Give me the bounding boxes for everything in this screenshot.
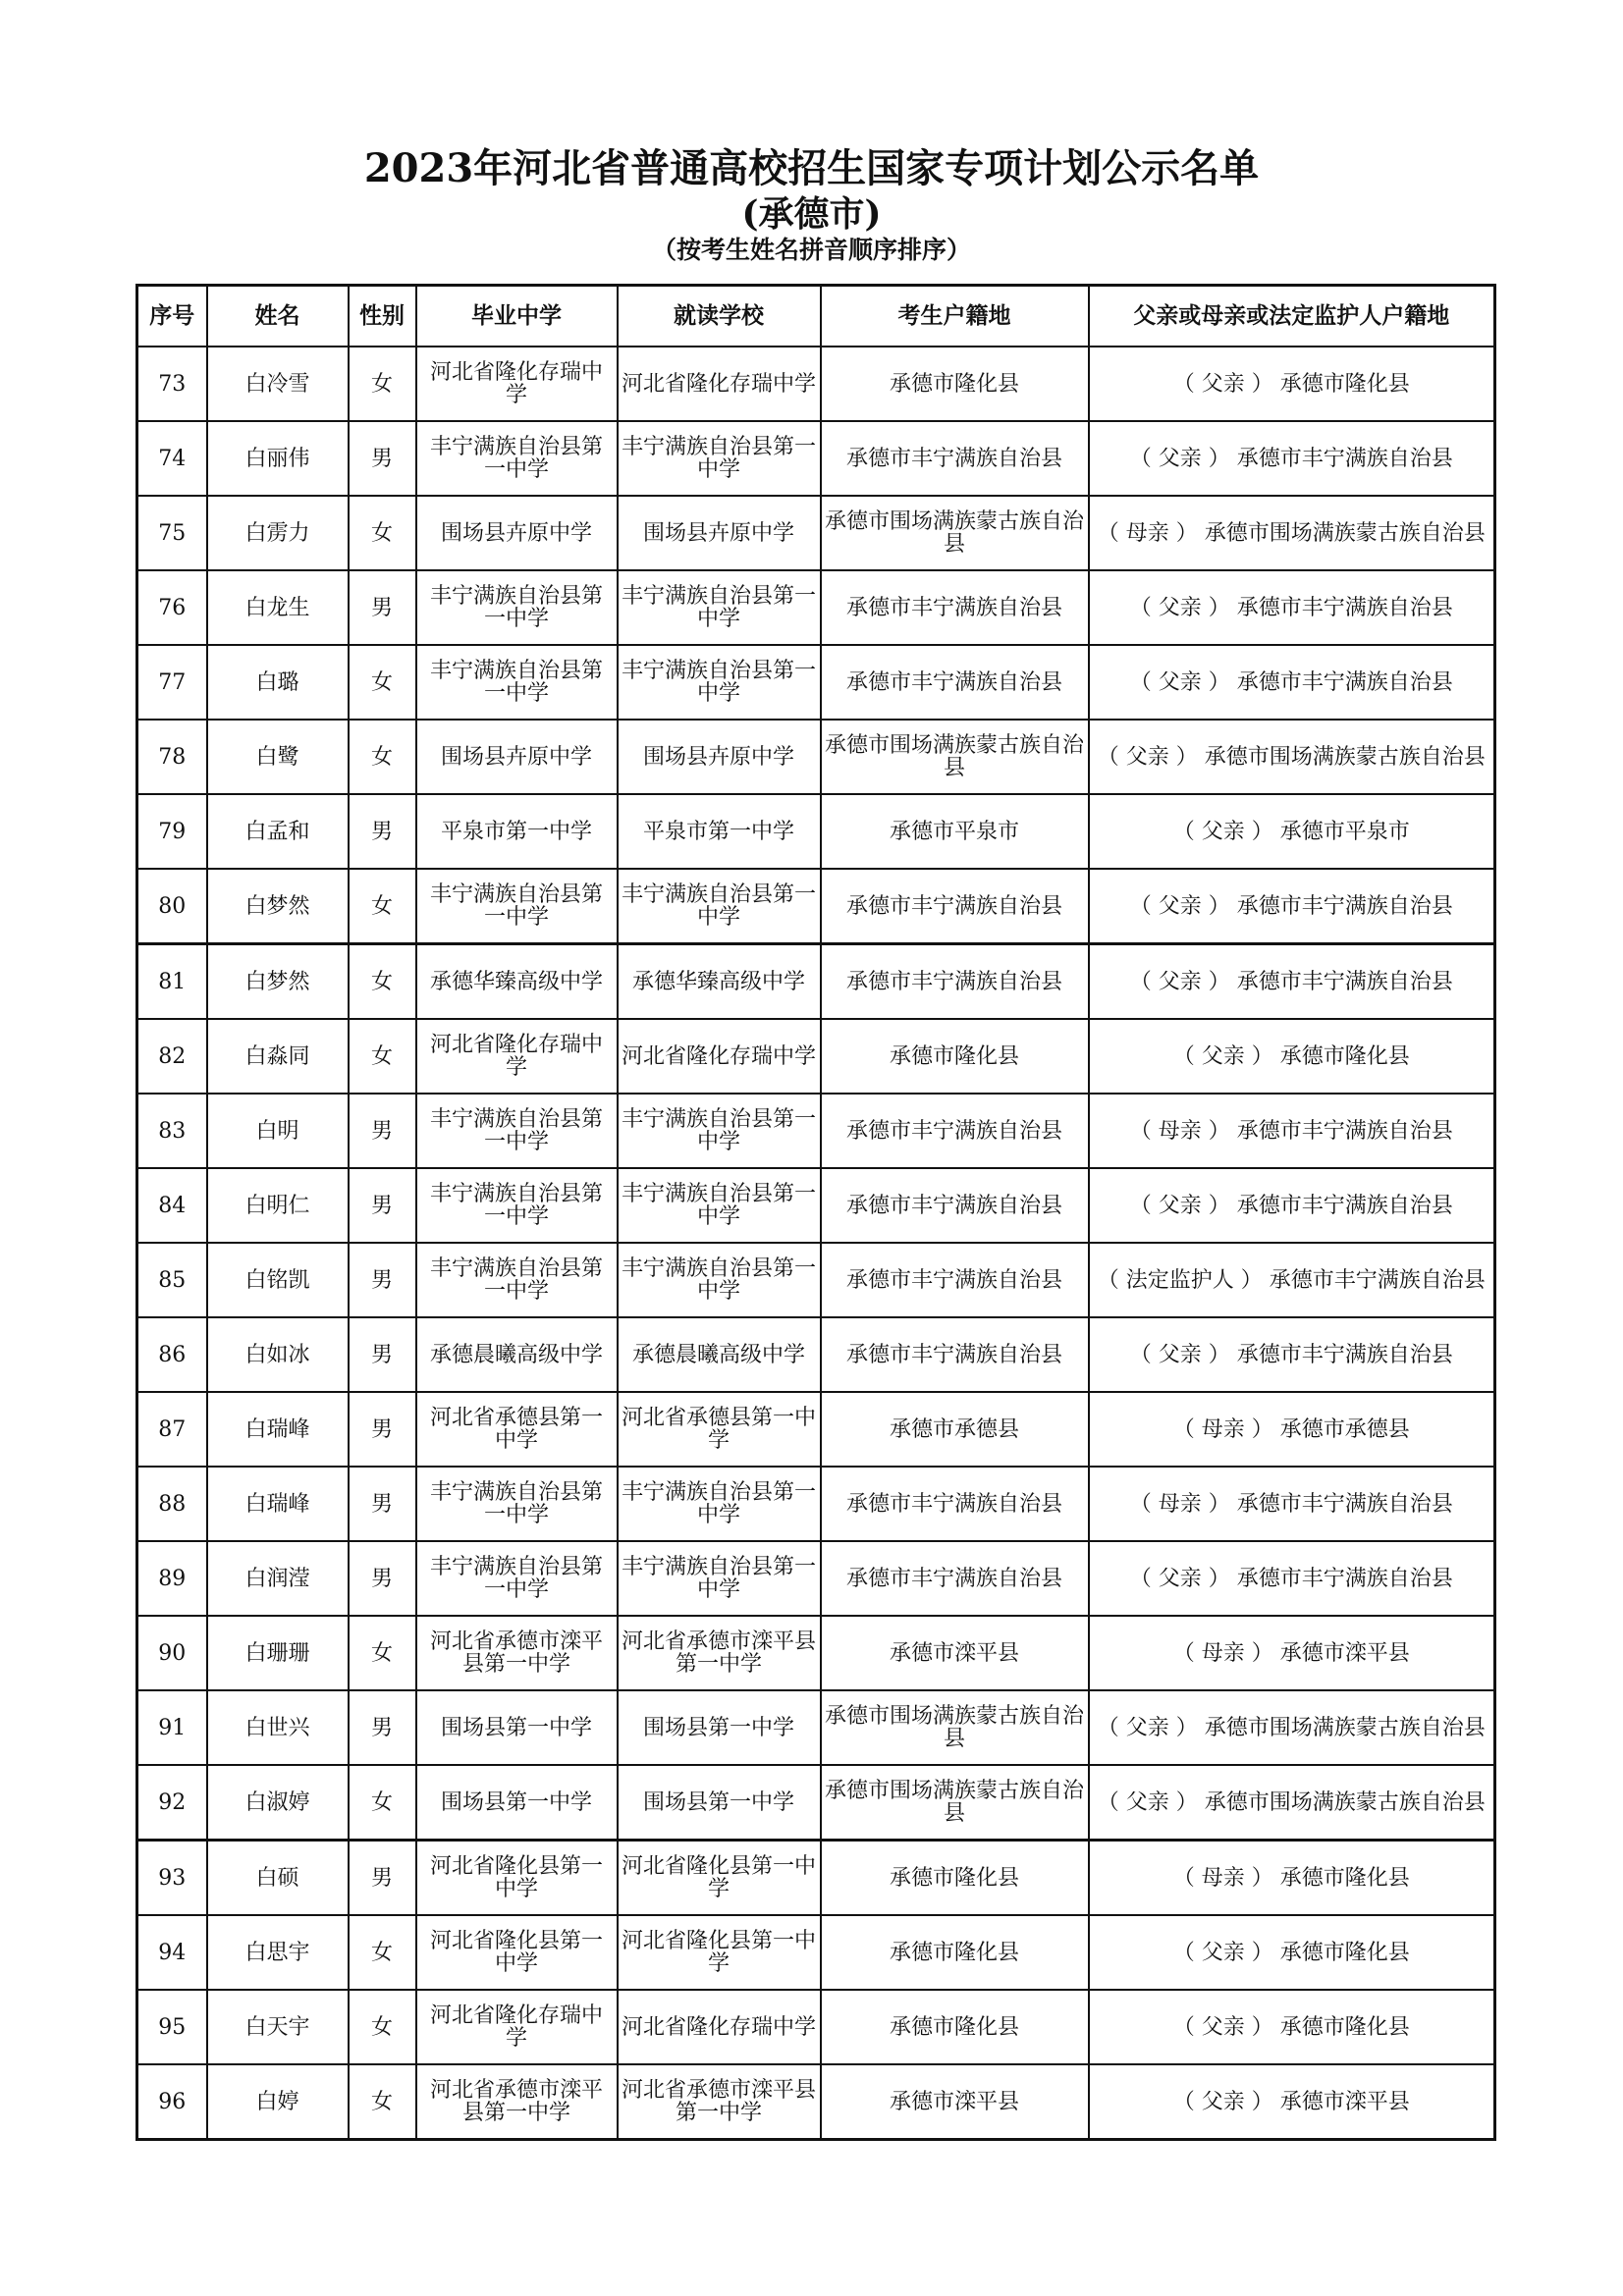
header-graduated-school: 毕业中学 xyxy=(416,286,618,347)
student-hukou-cell: 承德市滦平县 xyxy=(821,1616,1089,1690)
guardian-hukou-cell: （ 母亲 ） 承德市丰宁满族自治县 xyxy=(1089,1467,1495,1541)
graduated-school-cell: 围场县卉原中学 xyxy=(416,496,618,570)
guardian-hukou-cell: （ 父亲 ） 承德市围场满族蒙古族自治县 xyxy=(1089,1690,1495,1765)
table-row xyxy=(137,944,1495,1020)
student-hukou-cell: 承德市丰宁满族自治县 xyxy=(821,570,1089,645)
current-school-cell: 河北省隆化县第一中学 xyxy=(618,1915,821,1990)
graduated-school-cell: 丰宁满族自治县第一中学 xyxy=(416,1168,618,1243)
row-no-cell: 76 xyxy=(137,570,207,645)
table-row xyxy=(137,1019,1495,1094)
table-row xyxy=(137,869,1495,944)
gender-cell: 女 xyxy=(349,2064,416,2140)
student-hukou-cell: 承德市隆化县 xyxy=(821,347,1089,421)
guardian-hukou-cell: （ 父亲 ） 承德市围场满族蒙古族自治县 xyxy=(1089,720,1495,794)
current-school-cell: 丰宁满族自治县第一中学 xyxy=(618,1168,821,1243)
student-hukou-cell: 承德市丰宁满族自治县 xyxy=(821,1541,1089,1616)
guardian-hukou-cell: （ 母亲 ） 承德市滦平县 xyxy=(1089,1616,1495,1690)
student-hukou-cell: 承德市丰宁满族自治县 xyxy=(821,1094,1089,1168)
student-name-cell: 白璐 xyxy=(207,645,349,720)
current-school-cell: 丰宁满族自治县第一中学 xyxy=(618,1467,821,1541)
guardian-hukou-cell: （ 父亲 ） 承德市隆化县 xyxy=(1089,1915,1495,1990)
gender-cell: 男 xyxy=(349,1841,416,1916)
current-school-cell: 围场县第一中学 xyxy=(618,1690,821,1765)
guardian-hukou-cell: （ 母亲 ） 承德市承德县 xyxy=(1089,1392,1495,1467)
guardian-hukou-cell: （ 父亲 ） 承德市隆化县 xyxy=(1089,1990,1495,2064)
student-name-cell: 白丽伟 xyxy=(207,421,349,496)
student-name-cell: 白雳力 xyxy=(207,496,349,570)
gender-cell: 男 xyxy=(349,1690,416,1765)
current-school-cell: 丰宁满族自治县第一中学 xyxy=(618,645,821,720)
student-name-cell: 白瑞峰 xyxy=(207,1392,349,1467)
table-row xyxy=(137,1392,1495,1467)
table-row xyxy=(137,645,1495,720)
graduated-school-cell: 河北省隆化县第一中学 xyxy=(416,1915,618,1990)
guardian-hukou-cell: （ 父亲 ） 承德市丰宁满族自治县 xyxy=(1089,944,1495,1020)
gender-cell: 女 xyxy=(349,1990,416,2064)
current-school-cell: 丰宁满族自治县第一中学 xyxy=(618,570,821,645)
row-no-cell: 82 xyxy=(137,1019,207,1094)
table-row xyxy=(137,1168,1495,1243)
row-no-cell: 84 xyxy=(137,1168,207,1243)
row-no-cell: 90 xyxy=(137,1616,207,1690)
row-no-cell: 83 xyxy=(137,1094,207,1168)
current-school-cell: 承德华臻高级中学 xyxy=(618,944,821,1020)
graduated-school-cell: 丰宁满族自治县第一中学 xyxy=(416,1094,618,1168)
student-hukou-cell: 承德市丰宁满族自治县 xyxy=(821,1467,1089,1541)
student-name-cell: 白如冰 xyxy=(207,1317,349,1392)
gender-cell: 女 xyxy=(349,720,416,794)
current-school-cell: 丰宁满族自治县第一中学 xyxy=(618,1541,821,1616)
gender-cell: 女 xyxy=(349,1765,416,1841)
graduated-school-cell: 丰宁满族自治县第一中学 xyxy=(416,1541,618,1616)
gender-cell: 女 xyxy=(349,1915,416,1990)
student-name-cell: 白梦然 xyxy=(207,869,349,944)
guardian-hukou-cell: （ 母亲 ） 承德市围场满族蒙古族自治县 xyxy=(1089,496,1495,570)
graduated-school-cell: 丰宁满族自治县第一中学 xyxy=(416,570,618,645)
guardian-hukou-cell: （ 父亲 ） 承德市隆化县 xyxy=(1089,347,1495,421)
row-no-cell: 94 xyxy=(137,1915,207,1990)
row-no-cell: 81 xyxy=(137,944,207,1020)
table-row xyxy=(137,1243,1495,1317)
guardian-hukou-cell: （ 父亲 ） 承德市围场满族蒙古族自治县 xyxy=(1089,1765,1495,1841)
current-school-cell: 平泉市第一中学 xyxy=(618,794,821,869)
current-school-cell: 丰宁满族自治县第一中学 xyxy=(618,1243,821,1317)
header-row xyxy=(137,286,1495,347)
graduated-school-cell: 围场县第一中学 xyxy=(416,1765,618,1841)
row-no-cell: 77 xyxy=(137,645,207,720)
student-hukou-cell: 承德市丰宁满族自治县 xyxy=(821,1168,1089,1243)
student-name-cell: 白鹭 xyxy=(207,720,349,794)
row-no-cell: 91 xyxy=(137,1690,207,1765)
guardian-hukou-cell: （ 父亲 ） 承德市滦平县 xyxy=(1089,2064,1495,2140)
graduated-school-cell: 围场县卉原中学 xyxy=(416,720,618,794)
table-row xyxy=(137,1841,1495,1916)
student-name-cell: 白硕 xyxy=(207,1841,349,1916)
graduated-school-cell: 河北省承德市滦平县第一中学 xyxy=(416,2064,618,2140)
header-student-hukou: 考生户籍地 xyxy=(821,286,1089,347)
graduated-school-cell: 河北省承德市滦平县第一中学 xyxy=(416,1616,618,1690)
guardian-hukou-cell: （ 父亲 ） 承德市平泉市 xyxy=(1089,794,1495,869)
gender-cell: 男 xyxy=(349,1243,416,1317)
guardian-hukou-cell: （ 父亲 ） 承德市丰宁满族自治县 xyxy=(1089,869,1495,944)
guardian-hukou-cell: （ 法定监护人 ） 承德市丰宁满族自治县 xyxy=(1089,1243,1495,1317)
current-school-cell: 河北省隆化存瑞中学 xyxy=(618,347,821,421)
guardian-hukou-cell: （ 父亲 ） 承德市隆化县 xyxy=(1089,1019,1495,1094)
current-school-cell: 围场县卉原中学 xyxy=(618,720,821,794)
graduated-school-cell: 承德晨曦高级中学 xyxy=(416,1317,618,1392)
student-hukou-cell: 承德市丰宁满族自治县 xyxy=(821,869,1089,944)
row-no-cell: 79 xyxy=(137,794,207,869)
table-row xyxy=(137,496,1495,570)
current-school-cell: 河北省隆化存瑞中学 xyxy=(618,1990,821,2064)
row-no-cell: 74 xyxy=(137,421,207,496)
gender-cell: 男 xyxy=(349,570,416,645)
graduated-school-cell: 承德华臻高级中学 xyxy=(416,944,618,1020)
graduated-school-cell: 丰宁满族自治县第一中学 xyxy=(416,1243,618,1317)
student-name-cell: 白淼同 xyxy=(207,1019,349,1094)
current-school-cell: 河北省承德市滦平县第一中学 xyxy=(618,1616,821,1690)
student-hukou-cell: 承德市隆化县 xyxy=(821,1841,1089,1916)
current-school-cell: 河北省隆化存瑞中学 xyxy=(618,1019,821,1094)
sort-note: （按考生姓名拼音顺序排序） xyxy=(651,236,971,264)
row-no-cell: 73 xyxy=(137,347,207,421)
graduated-school-cell: 丰宁满族自治县第一中学 xyxy=(416,421,618,496)
guardian-hukou-cell: （ 父亲 ） 承德市丰宁满族自治县 xyxy=(1089,1317,1495,1392)
current-school-cell: 围场县第一中学 xyxy=(618,1765,821,1841)
student-hukou-cell: 承德市丰宁满族自治县 xyxy=(821,645,1089,720)
graduated-school-cell: 河北省承德县第一中学 xyxy=(416,1392,618,1467)
gender-cell: 女 xyxy=(349,1616,416,1690)
gender-cell: 男 xyxy=(349,1317,416,1392)
table-row xyxy=(137,347,1495,421)
header-current-school: 就读学校 xyxy=(618,286,821,347)
gender-cell: 男 xyxy=(349,1392,416,1467)
table-row xyxy=(137,421,1495,496)
table-row xyxy=(137,570,1495,645)
header-gender: 性别 xyxy=(349,286,416,347)
table-row xyxy=(137,1467,1495,1541)
graduated-school-cell: 围场县第一中学 xyxy=(416,1690,618,1765)
graduated-school-cell: 丰宁满族自治县第一中学 xyxy=(416,869,618,944)
table-row xyxy=(137,794,1495,869)
student-hukou-cell: 承德市围场满族蒙古族自治县 xyxy=(821,720,1089,794)
student-name-cell: 白珊珊 xyxy=(207,1616,349,1690)
guardian-hukou-cell: （ 母亲 ） 承德市丰宁满族自治县 xyxy=(1089,1094,1495,1168)
student-name-cell: 白龙生 xyxy=(207,570,349,645)
row-no-cell: 80 xyxy=(137,869,207,944)
gender-cell: 女 xyxy=(349,496,416,570)
student-name-cell: 白淑婷 xyxy=(207,1765,349,1841)
table-row xyxy=(137,1765,1495,1841)
guardian-hukou-cell: （ 父亲 ） 承德市丰宁满族自治县 xyxy=(1089,1168,1495,1243)
row-no-cell: 78 xyxy=(137,720,207,794)
current-school-cell: 河北省承德市滦平县第一中学 xyxy=(618,2064,821,2140)
table-row xyxy=(137,1541,1495,1616)
current-school-cell: 丰宁满族自治县第一中学 xyxy=(618,869,821,944)
student-hukou-cell: 承德市丰宁满族自治县 xyxy=(821,1243,1089,1317)
student-name-cell: 白孟和 xyxy=(207,794,349,869)
guardian-hukou-cell: （ 父亲 ） 承德市丰宁满族自治县 xyxy=(1089,570,1495,645)
student-name-cell: 白明仁 xyxy=(207,1168,349,1243)
student-hukou-cell: 承德市承德县 xyxy=(821,1392,1089,1467)
student-name-cell: 白明 xyxy=(207,1094,349,1168)
header-name: 姓名 xyxy=(207,286,349,347)
gender-cell: 男 xyxy=(349,421,416,496)
student-name-cell: 白冷雪 xyxy=(207,347,349,421)
student-name-cell: 白瑞峰 xyxy=(207,1467,349,1541)
row-no-cell: 88 xyxy=(137,1467,207,1541)
row-no-cell: 89 xyxy=(137,1541,207,1616)
table-row xyxy=(137,720,1495,794)
graduated-school-cell: 丰宁满族自治县第一中学 xyxy=(416,1467,618,1541)
gender-cell: 女 xyxy=(349,347,416,421)
row-no-cell: 95 xyxy=(137,1990,207,2064)
current-school-cell: 丰宁满族自治县第一中学 xyxy=(618,1094,821,1168)
student-hukou-cell: 承德市围场满族蒙古族自治县 xyxy=(821,496,1089,570)
gender-cell: 男 xyxy=(349,1541,416,1616)
gender-cell: 男 xyxy=(349,1094,416,1168)
gender-cell: 女 xyxy=(349,944,416,1020)
graduated-school-cell: 丰宁满族自治县第一中学 xyxy=(416,645,618,720)
guardian-hukou-cell: （ 父亲 ） 承德市丰宁满族自治县 xyxy=(1089,421,1495,496)
student-name-cell: 白婷 xyxy=(207,2064,349,2140)
page-title: 2023年河北省普通高校招生国家专项计划公示名单 xyxy=(363,145,1260,191)
student-name-cell: 白思宇 xyxy=(207,1915,349,1990)
row-no-cell: 86 xyxy=(137,1317,207,1392)
row-no-cell: 87 xyxy=(137,1392,207,1467)
row-no-cell: 75 xyxy=(137,496,207,570)
gender-cell: 女 xyxy=(349,869,416,944)
student-hukou-cell: 承德市丰宁满族自治县 xyxy=(821,944,1089,1020)
student-hukou-cell: 承德市滦平县 xyxy=(821,2064,1089,2140)
row-no-cell: 93 xyxy=(137,1841,207,1916)
student-hukou-cell: 承德市平泉市 xyxy=(821,794,1089,869)
current-school-cell: 丰宁满族自治县第一中学 xyxy=(618,421,821,496)
header-no: 序号 xyxy=(137,286,207,347)
graduated-school-cell: 河北省隆化存瑞中学 xyxy=(416,1990,618,2064)
table-row xyxy=(137,1915,1495,1990)
student-hukou-cell: 承德市隆化县 xyxy=(821,1019,1089,1094)
student-hukou-cell: 承德市丰宁满族自治县 xyxy=(821,1317,1089,1392)
graduated-school-cell: 河北省隆化存瑞中学 xyxy=(416,1019,618,1094)
gender-cell: 女 xyxy=(349,1019,416,1094)
current-school-cell: 围场县卉原中学 xyxy=(618,496,821,570)
table-row xyxy=(137,1094,1495,1168)
header-guardian-hukou: 父亲或母亲或法定监护人户籍地 xyxy=(1089,286,1495,347)
graduated-school-cell: 河北省隆化存瑞中学 xyxy=(416,347,618,421)
current-school-cell: 河北省隆化县第一中学 xyxy=(618,1841,821,1916)
student-hukou-cell: 承德市隆化县 xyxy=(821,1990,1089,2064)
student-name-cell: 白天宇 xyxy=(207,1990,349,2064)
row-no-cell: 92 xyxy=(137,1765,207,1841)
student-hukou-cell: 承德市隆化县 xyxy=(821,1915,1089,1990)
student-name-cell: 白梦然 xyxy=(207,944,349,1020)
page-subtitle: (承德市) xyxy=(741,193,882,235)
table-row xyxy=(137,2064,1495,2140)
gender-cell: 男 xyxy=(349,1467,416,1541)
table-row xyxy=(137,1990,1495,2064)
table-row xyxy=(137,1616,1495,1690)
table-body xyxy=(137,347,1495,2140)
student-hukou-cell: 承德市围场满族蒙古族自治县 xyxy=(821,1690,1089,1765)
roster-table xyxy=(135,284,1496,2141)
current-school-cell: 承德晨曦高级中学 xyxy=(618,1317,821,1392)
student-name-cell: 白世兴 xyxy=(207,1690,349,1765)
table-row xyxy=(137,1317,1495,1392)
graduated-school-cell: 平泉市第一中学 xyxy=(416,794,618,869)
current-school-cell: 河北省承德县第一中学 xyxy=(618,1392,821,1467)
student-hukou-cell: 承德市围场满族蒙古族自治县 xyxy=(821,1765,1089,1841)
gender-cell: 男 xyxy=(349,1168,416,1243)
table-row xyxy=(137,1690,1495,1765)
gender-cell: 女 xyxy=(349,645,416,720)
student-hukou-cell: 承德市丰宁满族自治县 xyxy=(821,421,1089,496)
student-name-cell: 白铭凯 xyxy=(207,1243,349,1317)
graduated-school-cell: 河北省隆化县第一中学 xyxy=(416,1841,618,1916)
guardian-hukou-cell: （ 父亲 ） 承德市丰宁满族自治县 xyxy=(1089,1541,1495,1616)
row-no-cell: 96 xyxy=(137,2064,207,2140)
guardian-hukou-cell: （ 母亲 ） 承德市隆化县 xyxy=(1089,1841,1495,1916)
guardian-hukou-cell: （ 父亲 ） 承德市丰宁满族自治县 xyxy=(1089,645,1495,720)
student-name-cell: 白润滢 xyxy=(207,1541,349,1616)
gender-cell: 男 xyxy=(349,794,416,869)
row-no-cell: 85 xyxy=(137,1243,207,1317)
